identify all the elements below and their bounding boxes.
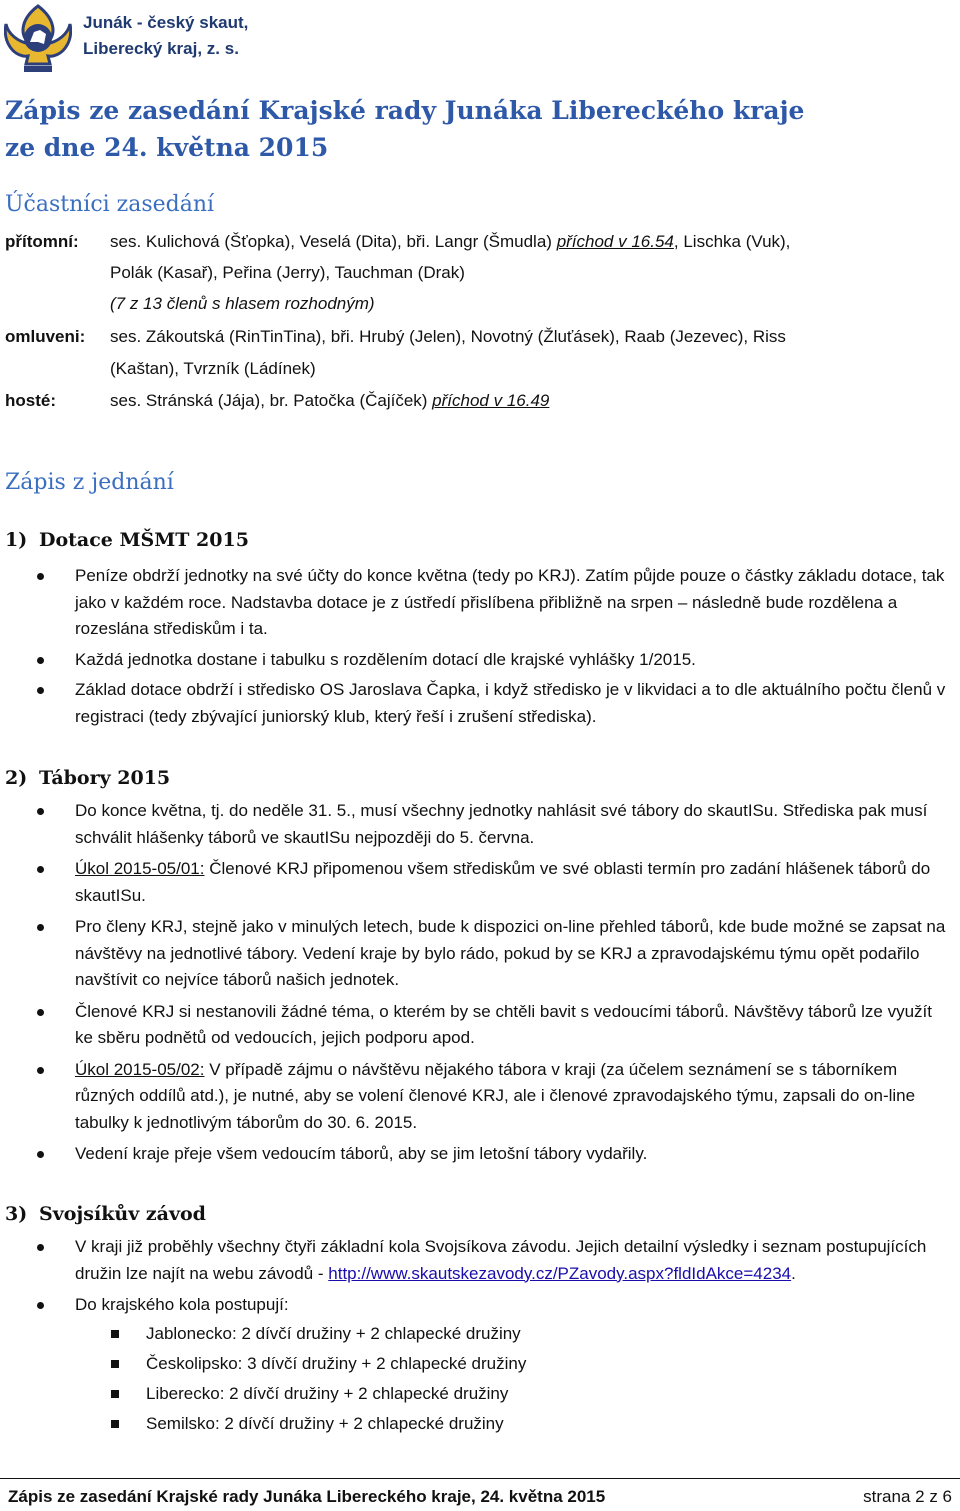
- excused-text-1: ses. Zákoutská (RinTinTina), bři. Hrubý (Jelen), Novotný (Žluťásek), Raab (Jezevec), Riss: [110, 327, 786, 346]
- guests-text: ses. Stránská (Jája), br. Patočka (Čajíček): [110, 391, 433, 410]
- item-text: Každá jednotka dostane i tabulku s rozdělením dotací dle krajské vyhlášky 1/2015.: [75, 649, 696, 669]
- list-item: [0, 563, 960, 643]
- item-text: Členové KRJ si nestanovili žádné téma, o kterém by se chtěli bavit s vedoucími táborů. Návštěvy táborů lze využít ke sběru podnětů od vedoucích, jejich podporu apod.: [75, 1001, 933, 1047]
- item-text: Peníze obdrží jednotky na své účty do konce května (tedy po KRJ). Zatím půjde pouze o částky základu dotace, tak jako v každém roce. Nadstavba dotace je z ústředí přislíbena přibližně na srpen – následně bude rozdělena a rozeslána střediskům i ta.: [75, 566, 945, 638]
- section-1-number: 1): [5, 529, 28, 551]
- square-bullet-icon: [111, 1390, 119, 1398]
- page-number: strana 2 z 6: [863, 1487, 952, 1506]
- guests-arrival: příchod v 16.49: [432, 391, 550, 410]
- present-count: (7 z 13 členů s hlasem rozhodným): [110, 294, 375, 313]
- sub-list-item: [0, 1349, 960, 1379]
- attendance-heading: Účastníci zasedání: [5, 192, 215, 217]
- section-3-number: 3): [5, 1203, 28, 1225]
- organization-name: [83, 10, 248, 62]
- square-bullet-icon: [111, 1330, 119, 1338]
- list-item: [0, 1234, 960, 1287]
- present-label: přítomní:: [5, 232, 79, 251]
- item-text: Vedení kraje přeje všem vedoucím táborů, aby se jim letošní tábory vydařily.: [75, 1144, 648, 1163]
- item-text: Do konce května, tj. do neděle 31. 5., musí všechny jednotky nahlásit své tábory do skautISu. Střediska pak musí schválit hlášenky táborů ve skautISu nejpozději do 5. června.: [75, 801, 928, 847]
- sub-item-text: Semilsko: 2 dívčí družiny + 2 chlapecké družiny: [146, 1413, 504, 1433]
- bullet-icon: [37, 1151, 44, 1158]
- sub-list-item: [0, 1379, 960, 1409]
- bullet-icon: [37, 1009, 44, 1016]
- document-title: [5, 92, 804, 166]
- item-text: V případě zájmu o návštěvu nějakého tábora v kraji (za účelem seznámení se s táborníkem různých oddílů atd.), je nutné, aby se volení členové KRJ, ale i členové zpravodajského týmu, zapsali do on-line tabulky k jednotlivým táborům do 30. 6. 2015.: [75, 1059, 916, 1132]
- square-bullet-icon: [111, 1420, 119, 1428]
- title-line-1: Zápis ze zasedání Krajské rady Junáka Libereckého kraje: [5, 96, 805, 125]
- list-item: [0, 1292, 960, 1319]
- sub-list-item: [0, 1319, 960, 1349]
- section-3-title: Svojsíkův závod: [39, 1203, 206, 1225]
- item-text: V kraji již proběhly všechny čtyři základní kola Svojsíkova závodu. Jejich detailní výsledky i seznam postupujících družin lze najít na webu závodů -: [75, 1237, 927, 1283]
- present-text-2: Polák (Kasař), Peřina (Jerry), Tauchman (Drak): [110, 263, 465, 282]
- section-1-heading: [5, 529, 249, 551]
- org-line-1: Junák - český skaut,: [83, 13, 249, 32]
- section-1-list: [0, 563, 960, 730]
- present-arrival: příchod v 16.54: [556, 232, 674, 251]
- bullet-icon: [37, 573, 44, 580]
- list-item: [0, 914, 960, 994]
- org-line-2: Liberecký kraj, z. s.: [83, 39, 239, 58]
- footer-title: Zápis ze zasedání Krajské rady Junáka Libereckého kraje, 24. května 2015: [8, 1487, 606, 1506]
- title-line-2: ze dne 24. května 2015: [5, 133, 329, 162]
- excused-text-2: (Kaštan), Tvrzník (Ládínek): [110, 359, 316, 378]
- sub-item-text: Liberecko: 2 dívčí družiny + 2 chlapecké družiny: [146, 1383, 509, 1403]
- excused-label: omluveni:: [5, 327, 86, 346]
- sub-item-text: Jablonecko: 2 dívčí družiny + 2 chlapecké družiny: [146, 1323, 521, 1343]
- item-text: Pro členy KRJ, stejně jako v minulých letech, bude k dispozici on-line přehled táborů, kde bude možné se zapsat na návštěvy na jednotlivé tábory. Vedení kraje by bylo rádo, pokud by se KRJ a zpravodajskému týmu opět podařilo navštívit co nejvíce táborů našich jednotek.: [75, 917, 946, 989]
- list-item: [0, 647, 960, 674]
- task-id: Úkol 2015-05/01:: [75, 859, 205, 878]
- bullet-icon: [37, 1067, 44, 1074]
- scout-lily-logo-icon: [4, 4, 72, 76]
- bullet-icon: [37, 808, 44, 815]
- sub-item-text: Českolipsko: 3 dívčí družiny + 2 chlapecké družiny: [146, 1353, 527, 1373]
- list-item: [0, 677, 960, 730]
- section-2-heading: [5, 767, 170, 789]
- bullet-icon: [37, 687, 44, 694]
- guests-label: hosté:: [5, 391, 56, 410]
- item-text: Základ dotace obdrží i středisko OS Jaroslava Čapka, i když středisko je v likvidaci a to dle aktuálního počtu členů v registraci (tedy zbývající juniorský klub, který řeší i zrušení střediska).: [75, 680, 946, 726]
- task-id: Úkol 2015-05/02:: [75, 1059, 205, 1079]
- section-2-number: 2): [5, 767, 28, 789]
- list-item: [0, 856, 960, 909]
- list-item: [0, 1141, 960, 1168]
- list-item: [0, 1057, 960, 1137]
- sub-list-item: [0, 1409, 960, 1439]
- bullet-icon: [37, 866, 44, 873]
- list-item: [0, 798, 960, 851]
- bullet-icon: [37, 657, 44, 664]
- present-text-c: , Lischka (Vuk),: [673, 232, 791, 251]
- list-item: [0, 999, 960, 1052]
- section-3-heading: [5, 1203, 206, 1225]
- item-text: Členové KRJ připomenou všem střediskům ve své oblasti termín pro zadání hlášenek táborů do skautISu.: [75, 859, 931, 905]
- section-3-list: [0, 1234, 960, 1439]
- page-footer: [0, 1478, 960, 1511]
- results-link[interactable]: http://www.skautskezavody.cz/PZavody.aspx?fldIdAkce=4234: [328, 1263, 792, 1283]
- bullet-icon: [37, 1244, 44, 1251]
- section-2-list: [0, 798, 960, 1168]
- item-text-end: .: [791, 1263, 796, 1283]
- section-2-title: Tábory 2015: [39, 767, 171, 789]
- minutes-heading: Zápis z jednání: [5, 470, 174, 495]
- bullet-icon: [37, 924, 44, 931]
- bullet-icon: [37, 1302, 44, 1309]
- section-1-title: Dotace MŠMT 2015: [39, 529, 249, 551]
- item-text: Do krajského kola postupují:: [75, 1295, 289, 1314]
- present-text-a: ses. Kulichová (Šťopka), Veselá (Dita), bři. Langr (Šmudla): [110, 232, 557, 251]
- square-bullet-icon: [111, 1360, 119, 1368]
